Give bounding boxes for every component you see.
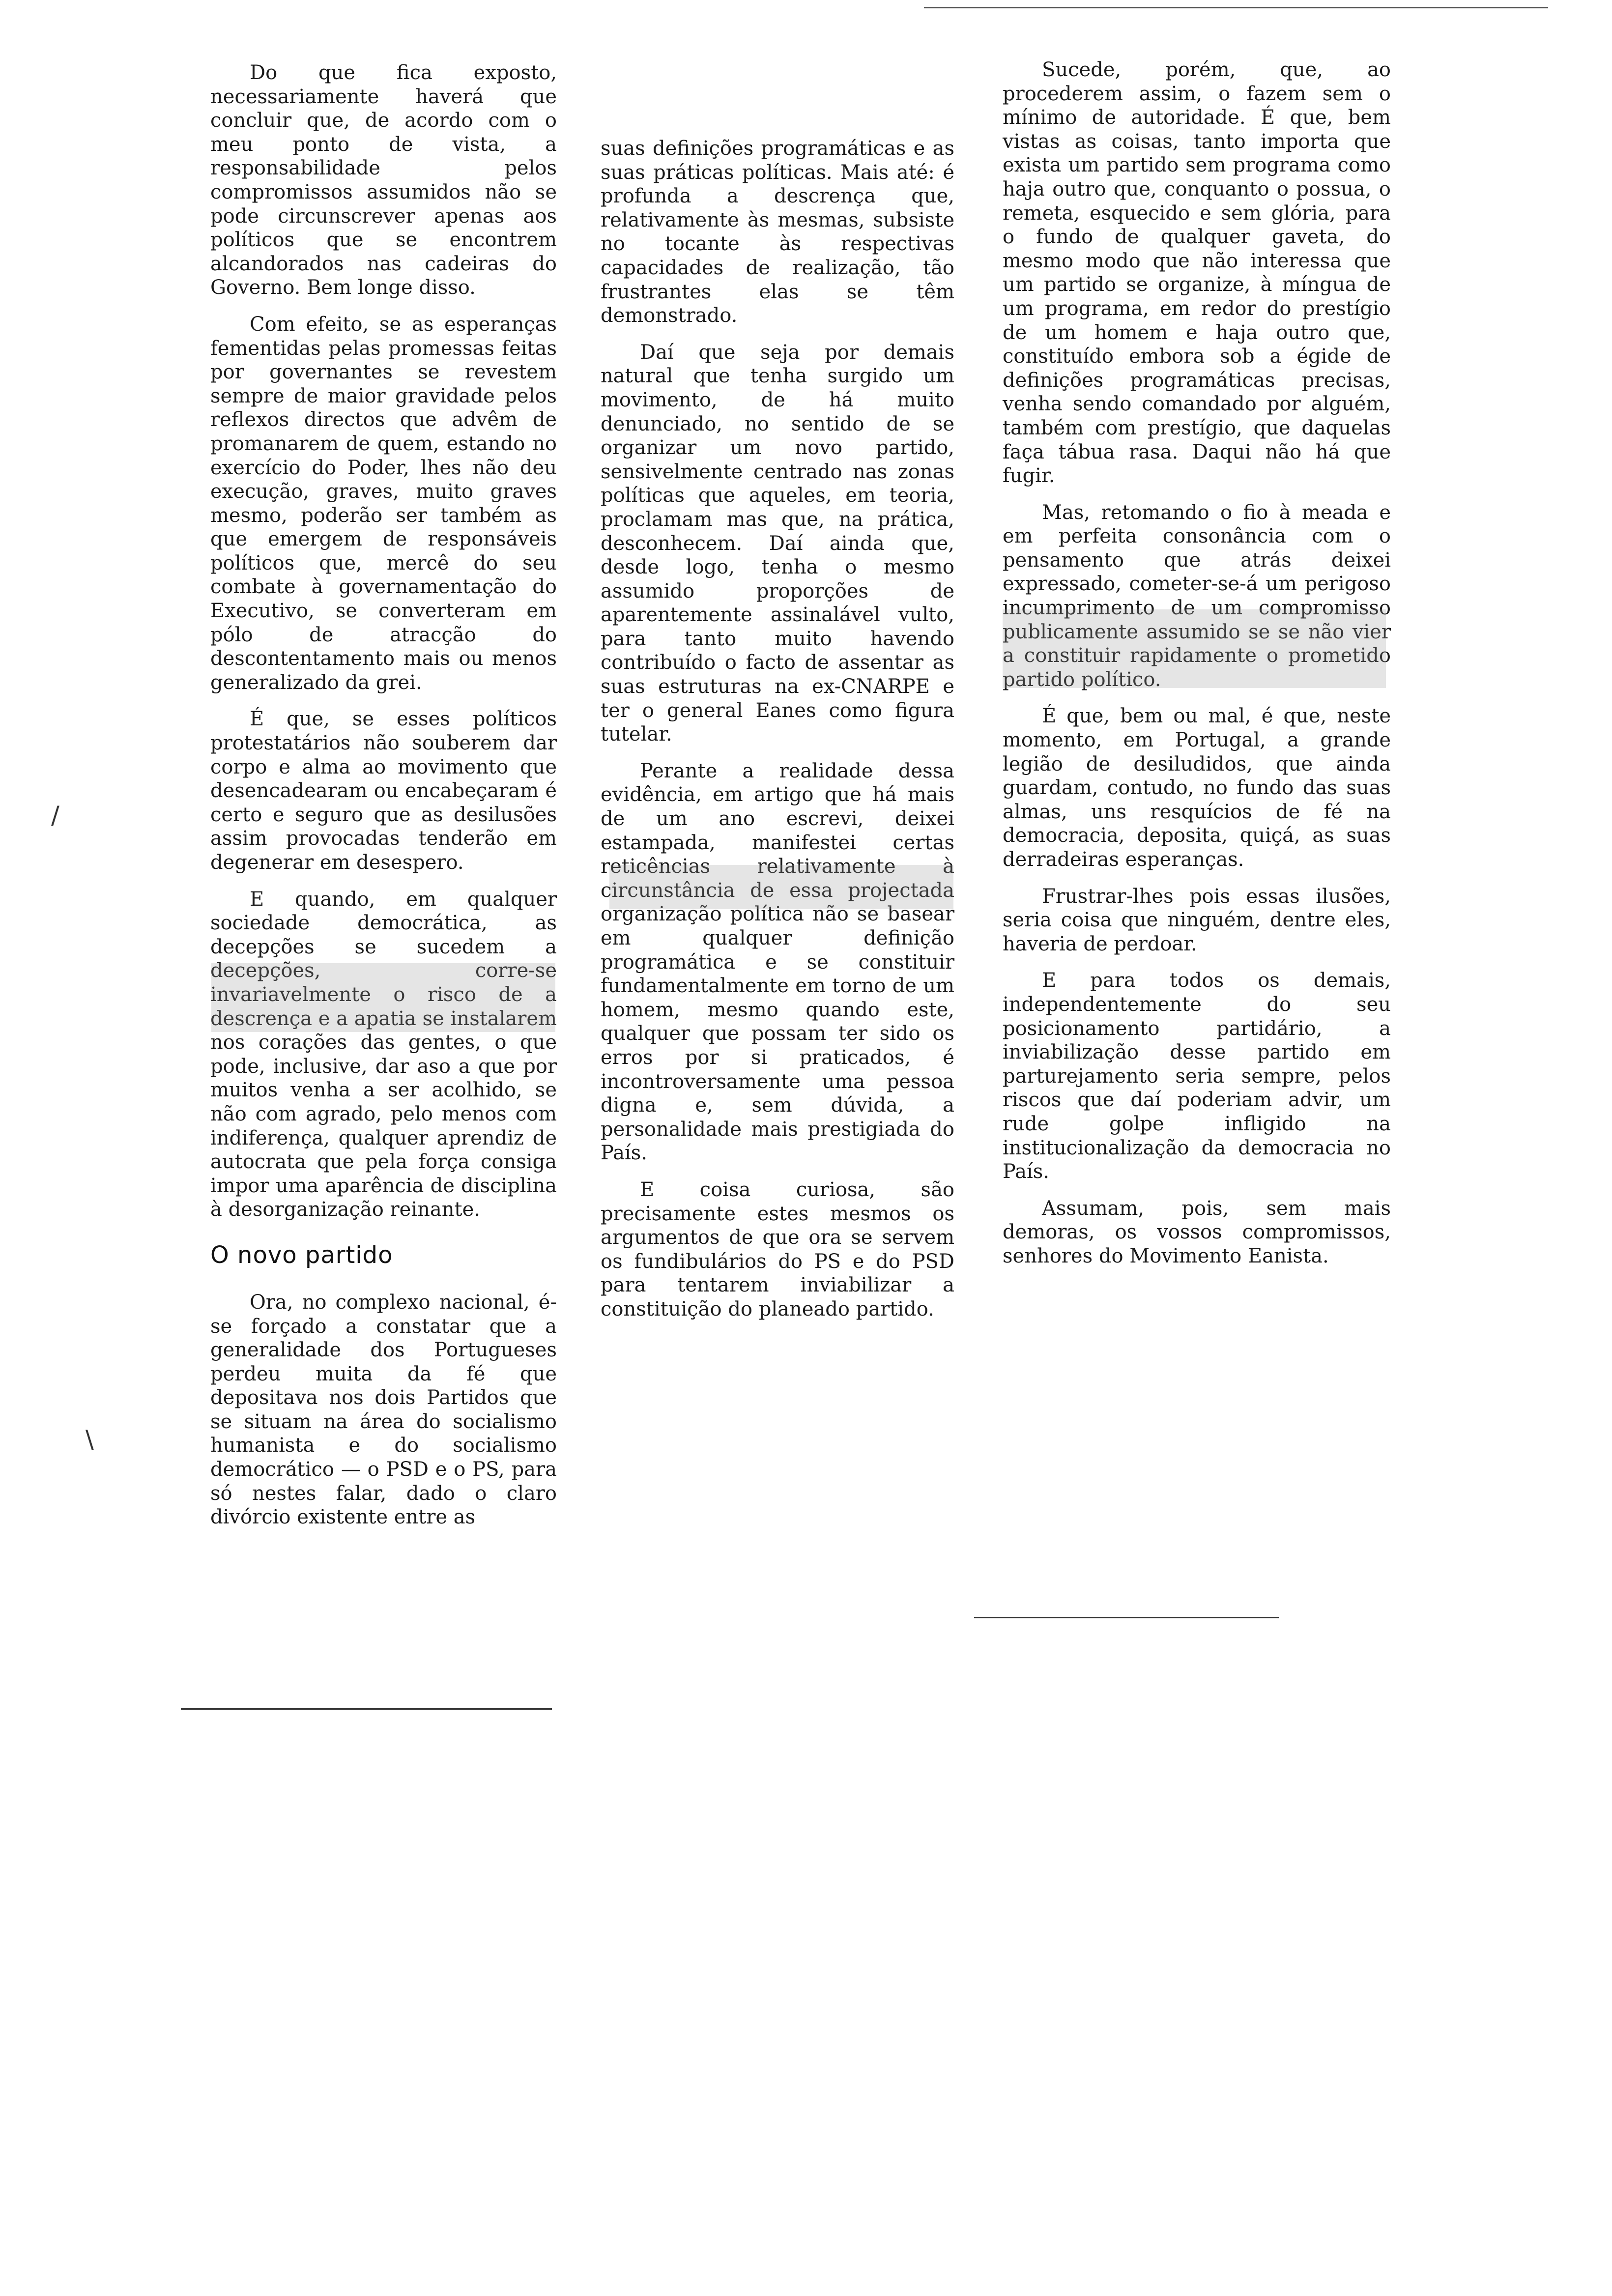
col3-paragraph-1: Sucede, porém, que, ao procederem assim, o fazem sem o mínimo de autoridade. É que, bem vistas as coisas, tanto importa que exista um partido sem programa como haja outro que, conquanto o possua, o remeta, esquecido e sem glória, para o fundo de qualquer gaveta, do mesmo modo que não interessa que um partido se organize, à míngua de um programa, em redor do prestígio de um homem e haja outro que, constituído embora sob a égide de definições programáticas precisas, venha sendo comandado por alguém, também com prestígio, que daquelas faça tábua rasa. Daqui não há que fugir. xyxy=(1003,58,1391,488)
col2-paragraph-2: Perante a realidade dessa evidência, em artigo que há mais de um ano escrevi, deixei estampada, manifestei certas reticências relativamente à circunstância de essa projectada organização política não se basear em qualquer definição programática e se constituir fundamentalmente em torno de um homem, mesmo quando este, qualquer que possam ter sido os erros por si praticados, é incontroversamente uma pessoa digna e, sem dúvida, a personalidade mais prestigiada do País. xyxy=(601,759,954,1165)
col1-paragraph-5: Ora, no complexo nacional, é-se forçado a constatar que a generalidade dos Portugueses perdeu muita da fé que depositava nos dois Partidos que se situam na área do socialismo humanista e do socialismo democrático — o PSD e o PS, para só nestes falar, dado o claro divórcio existente entre as xyxy=(210,1291,557,1529)
scan-smudge xyxy=(1003,609,1386,688)
column-3-end-rule xyxy=(974,1617,1279,1618)
top-rule xyxy=(924,7,1548,8)
scan-smudge xyxy=(211,963,555,1032)
scan-smudge xyxy=(609,865,953,909)
col1-paragraph-4: E quando, em qualquer sociedade democrática, as decepções se sucedem a decepções, corre-se invariavelmente o risco de a descrença e a apatia se instalarem nos corações das gentes, o que pode, inclusive, dar aso a que por muitos venha a ser acolhido, se não com agrado, pelo menos com indiferença, qualquer aprendiz de autocrata que pela força consiga impor uma aparência de disciplina à desorganização reinante. xyxy=(210,888,557,1221)
col1-paragraph-3: É que, se esses políticos protestatários não souberem dar corpo e alma ao movimento que desencadearam ou encabeçaram é certo e seguro que as desilusões assim provocadas tenderão em degenerar em desespero. xyxy=(210,708,557,874)
column-1-end-rule xyxy=(181,1708,552,1710)
col1-paragraph-1: Do que fica exposto, necessariamente haverá que concluir que, de acordo com o meu ponto de vista, a responsabilidade pelos compromissos assumidos não se pode circunscrever apenas aos políticos que se encontrem alcandorados nas cadeiras do Governo. Bem longe disso. xyxy=(210,61,557,299)
col3-paragraph-5: E para todos os demais, independentemente do seu posicionamento partidário, a inviabilização desse partido em parturejamento seria sempre, pelos riscos que daí poderiam advir, um rude golpe infligido na institucionalização da democracia no País. xyxy=(1003,969,1391,1183)
column-2 xyxy=(601,137,954,1321)
margin-mark-icon: \ xyxy=(86,1425,94,1454)
col3-paragraph-2: Mas, retomando o fio à meada e em perfeita consonância com o pensamento que atrás deixei expressado, cometer-se-á um perigoso incumprimento de um compromisso publicamente assumido se se não vier a constituir rapidamente o prometido partido político. xyxy=(1003,501,1391,691)
col3-paragraph-6: Assumam, pois, sem mais demoras, os vossos compromissos, senhores do Movimento Eanista. xyxy=(1003,1197,1391,1267)
col2-paragraph-1: Daí que seja por demais natural que tenha surgido um movimento, de há muito denunciado, no sentido de se organizar um novo partido, sensivelmente centrado nas zonas políticas que aqueles, em teoria, proclamam mas que, na prática, desconhecem. Daí ainda que, desde logo, tenha o mesmo assumido proporções de aparentemente assinalável vulto, para tanto muito havendo contribuído o facto de assentar as suas estruturas na ex-CNARPE e ter o general Eanes como figura tutelar. xyxy=(601,341,954,746)
col3-paragraph-3: É que, bem ou mal, é que, neste momento, em Portugal, a grande legião de desiludidos, que ainda guardam, contudo, no fundo das suas almas, uns resquícios de fé na democracia, deposita, quiçá, as suas derradeiras esperanças. xyxy=(1003,705,1391,871)
col2-paragraph-3: E coisa curiosa, são precisamente estes mesmos os argumentos de que ora se servem os fundibulários do PS e do PSD para tentarem inviabilizar a constituição do planeado partido. xyxy=(601,1178,954,1320)
col1-paragraph-2: Com efeito, se as esperanças fementidas pelas promessas feitas por governantes se revestem sempre de maior gravidade pelos reflexos directos que advêm de promanarem de quem, estando no exercício do Poder, lhes não deu execução, graves, muito graves mesmo, poderão ser também as que emergem de responsáveis políticos que, mercê do seu combate à governamentação do Executivo, se converteram em pólo de atracção do descontentamento mais ou menos generalizado da grei. xyxy=(210,313,557,694)
section-heading: O novo partido xyxy=(210,1241,393,1269)
col3-paragraph-4: Frustrar-lhes pois essas ilusões, seria coisa que ninguém, dentre eles, haveria de perdoar. xyxy=(1003,885,1391,955)
margin-mark-icon: / xyxy=(51,801,59,830)
column-1 xyxy=(210,61,557,1529)
col2-continuation: suas definições programáticas e as suas práticas políticas. Mais até: é profunda a descrença que, relativamente às mesmas, subsiste no tocante às respectivas capacidades de realização, tão frustrantes elas se têm demonstrado. xyxy=(601,137,954,327)
